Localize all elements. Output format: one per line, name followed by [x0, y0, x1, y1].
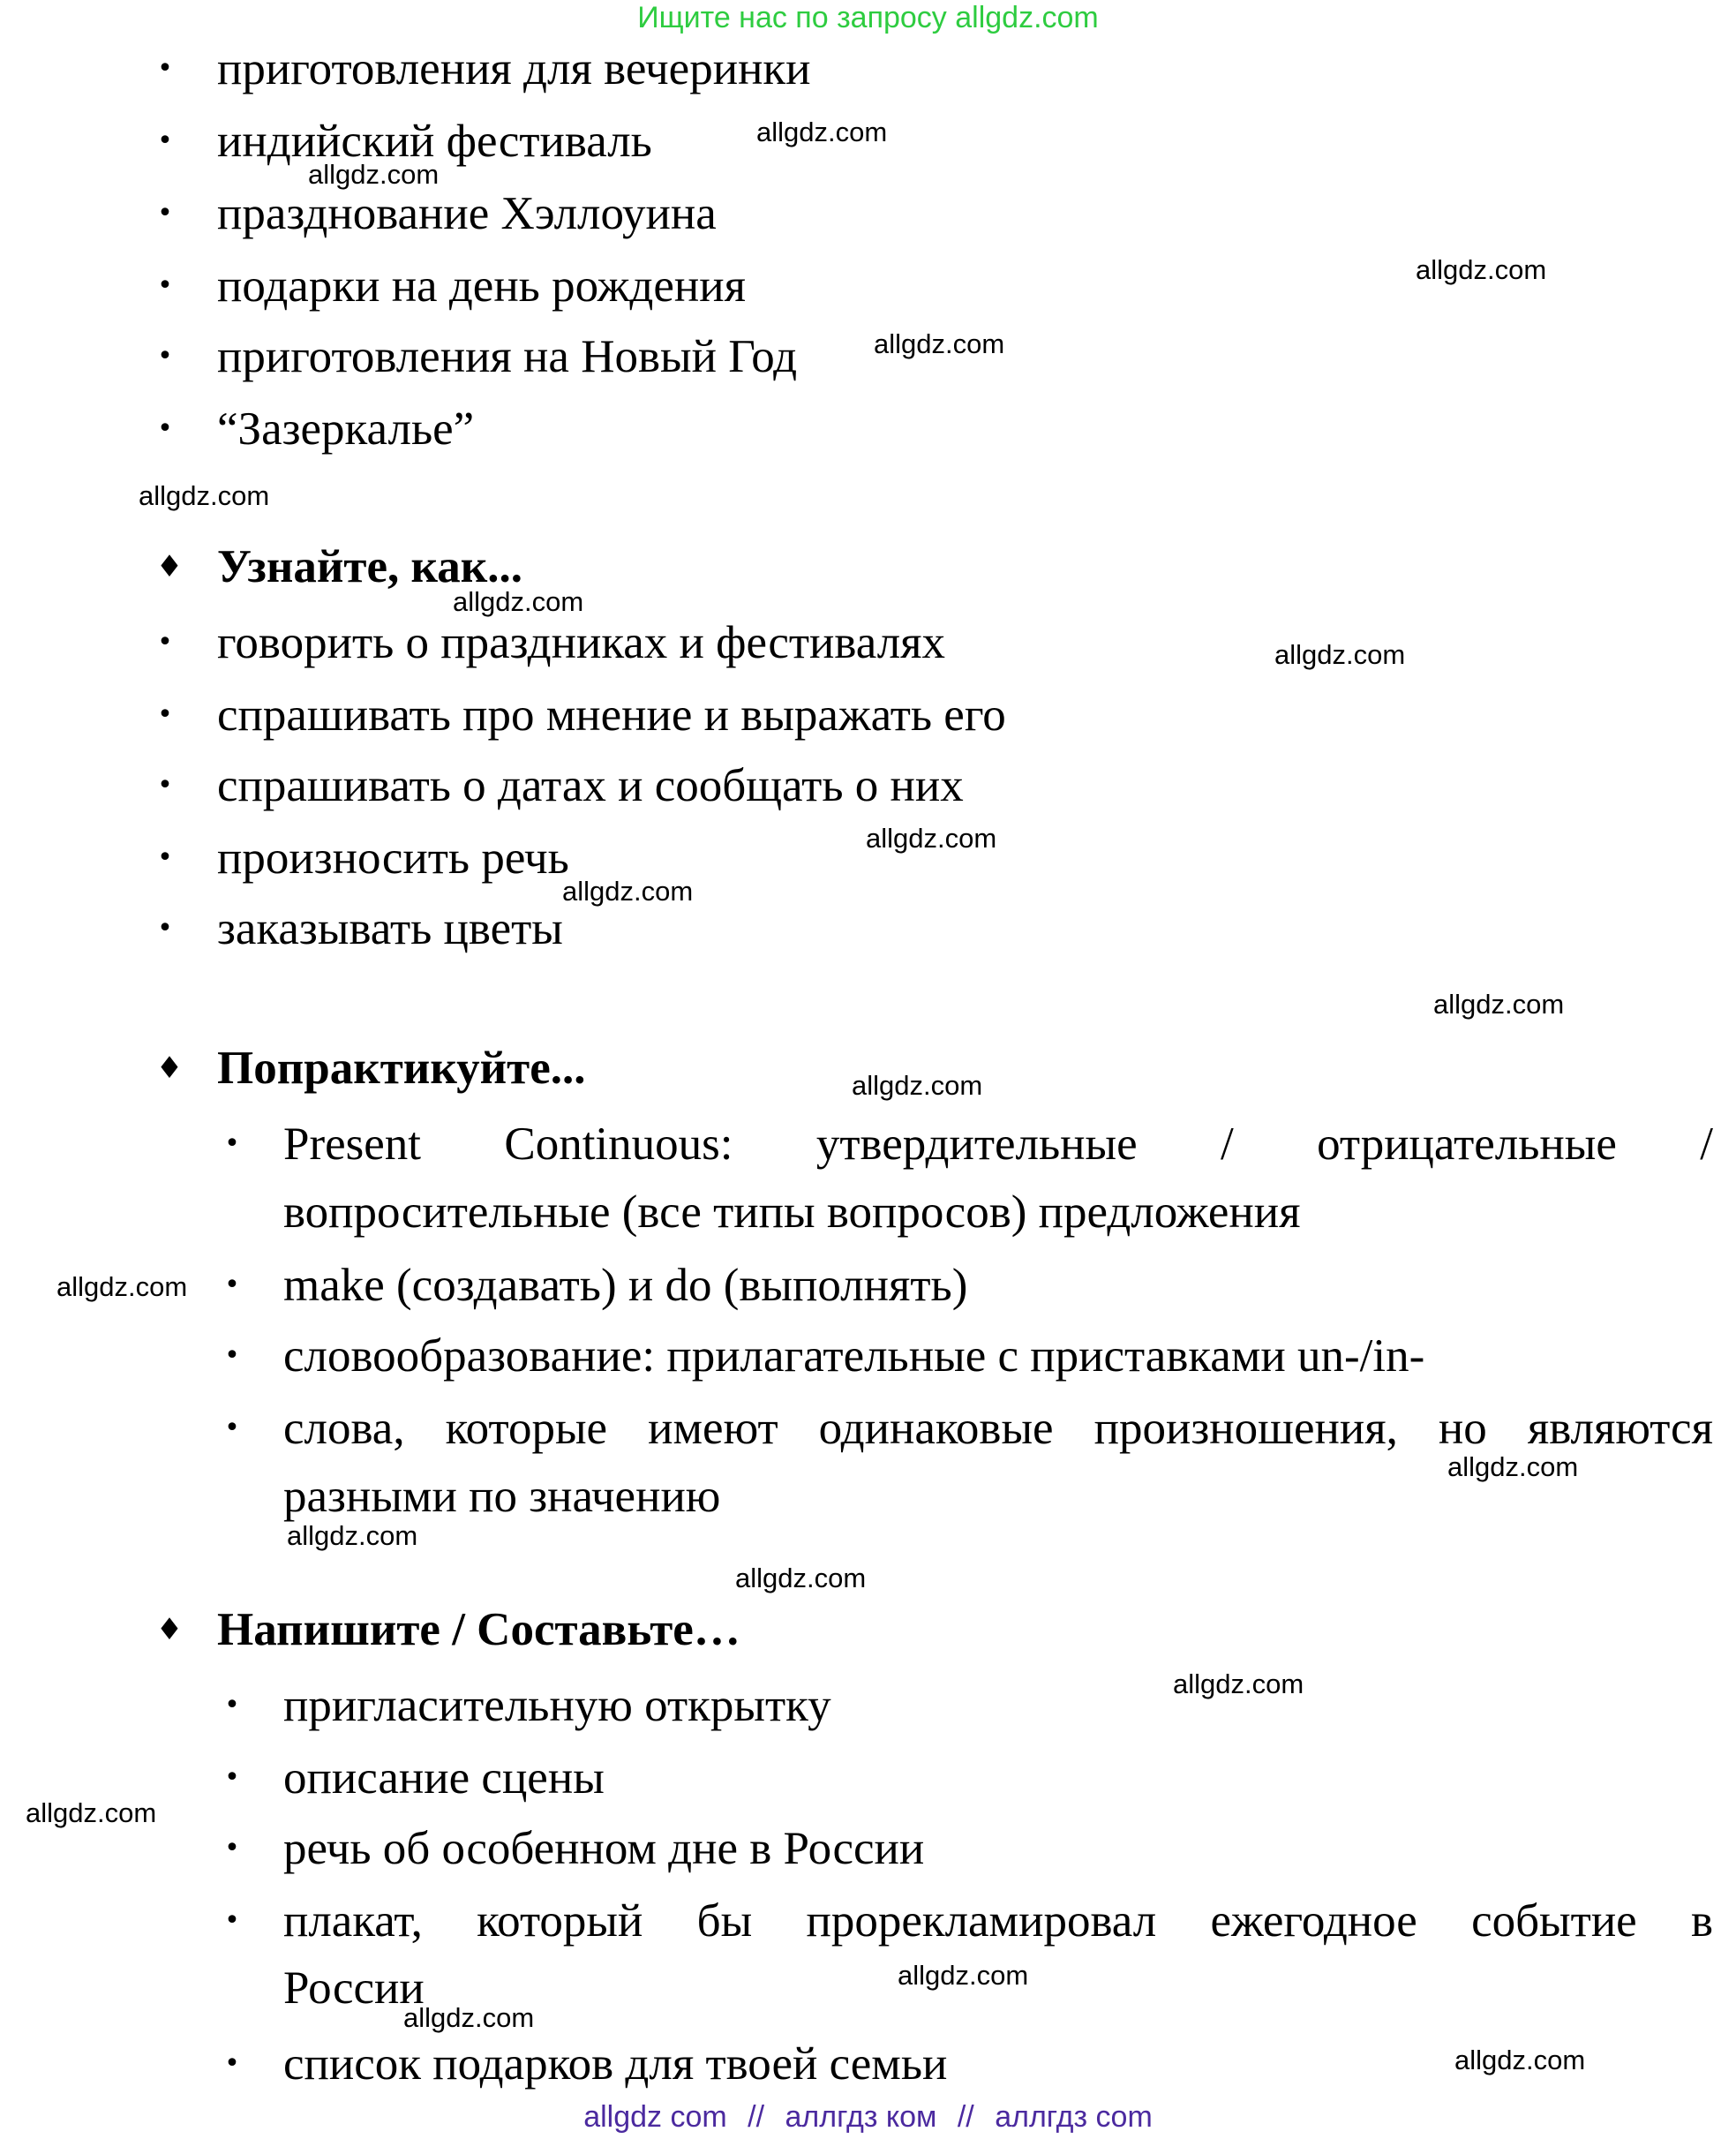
watermark-text: allgdz.com [1433, 989, 1565, 1020]
bullet-icon: • [224, 2048, 240, 2079]
word: являются [1527, 1403, 1713, 1454]
word: слова, [283, 1403, 405, 1454]
bullet-icon: • [157, 627, 173, 658]
footer-separator: // [748, 2100, 765, 2134]
learn-item: говорить о праздниках и фестивалях [217, 617, 946, 668]
write-item-speech: речь об особенном дне в России [283, 1823, 925, 1874]
write-item-poster [283, 1894, 1713, 1947]
bullet-icon: • [157, 770, 173, 801]
practice-item-homophones [283, 1402, 1713, 1455]
bullet-icon: • [157, 125, 173, 156]
practice-item-make-do: make (создавать) и do (выполнять) [283, 1260, 968, 1311]
search-banner: Ищите нас по запросу allgdz.com [637, 1, 1099, 34]
watermark-text: allgdz.com [1416, 254, 1547, 285]
watermark-text: allgdz.com [1173, 1668, 1304, 1699]
learn-item: произносить речь [217, 832, 569, 884]
watermark-text: allgdz.com [139, 480, 270, 511]
learn-heading: Узнайте, как... [217, 541, 523, 592]
diamond-icon: ♦ [155, 1612, 184, 1647]
word: бы [696, 1895, 753, 1947]
bullet-icon: • [224, 1833, 240, 1864]
bullet-icon: • [224, 1412, 240, 1443]
word: который [477, 1895, 643, 1947]
bullet-icon: • [224, 1762, 240, 1793]
watermark-text: allgdz.com [308, 159, 440, 190]
topic-party-preparations: приготовления для вечеринки [217, 43, 811, 94]
practice-item-continuation: вопросительные (все типы вопросов) предложения [283, 1186, 1301, 1238]
write-item-invitation: пригласительную открытку [283, 1680, 831, 1731]
bullet-icon: • [157, 198, 173, 229]
bullet-icon: • [224, 1340, 240, 1371]
diamond-icon: ♦ [155, 1051, 184, 1086]
word: / [1700, 1118, 1713, 1170]
practice-heading: Попрактикуйте... [217, 1043, 586, 1094]
practice-item-present-continuous [283, 1118, 1713, 1171]
word: в [1690, 1895, 1713, 1947]
watermark-text: allgdz.com [562, 876, 694, 907]
word: событие [1471, 1895, 1637, 1947]
footer-link[interactable]: аллгдз com [995, 2100, 1153, 2134]
bullet-icon: • [157, 842, 173, 873]
watermark-text: allgdz.com [756, 117, 888, 147]
topic-birthday-gifts: подарки на день рождения [217, 260, 746, 312]
watermark-text: allgdz.com [1454, 2045, 1586, 2075]
write-item-continuation: России [283, 1962, 425, 2014]
footer-link[interactable]: allgdz com [583, 2100, 727, 2134]
word: Present [283, 1118, 422, 1170]
watermark-text: allgdz.com [898, 1960, 1029, 1991]
write-heading: Напишите / Составьте… [217, 1604, 740, 1655]
word: отрицательные [1317, 1118, 1617, 1170]
bullet-icon: • [224, 1690, 240, 1721]
watermark-text: allgdz.com [866, 823, 997, 854]
bullet-icon: • [224, 1128, 240, 1159]
word: произношения, [1093, 1403, 1398, 1454]
learn-item: спрашивать о датах и сообщать о них [217, 760, 964, 811]
word: которые [445, 1403, 608, 1454]
word: имеют [648, 1403, 778, 1454]
word: утвердительные [815, 1118, 1138, 1170]
bullet-icon: • [157, 53, 173, 84]
watermark-text: allgdz.com [56, 1271, 188, 1302]
watermark-text: allgdz.com [453, 586, 584, 617]
watermark-text: allgdz.com [1447, 1451, 1579, 1482]
practice-item-word-formation: словообразование: прилагательные с приставками un-/in- [283, 1330, 1425, 1382]
watermark-text: allgdz.com [735, 1563, 867, 1593]
topic-indian-festival: индийский фестиваль [217, 116, 652, 167]
write-item-scene: описание сцены [283, 1752, 605, 1804]
watermark-text: allgdz.com [874, 328, 1005, 359]
word: одинаковые [818, 1403, 1054, 1454]
bullet-icon: • [157, 270, 173, 301]
watermark-text: allgdz.com [1274, 639, 1406, 670]
topic-looking-glass: “Зазеркалье” [217, 403, 475, 455]
watermark-text: allgdz.com [287, 1520, 418, 1551]
diamond-icon: ♦ [155, 549, 184, 584]
bullet-icon: • [157, 913, 173, 944]
topic-halloween: празднование Хэллоуина [217, 188, 717, 239]
bullet-icon: • [157, 341, 173, 372]
word: плакат, [283, 1895, 423, 1947]
watermark-text: allgdz.com [403, 2002, 535, 2033]
bullet-icon: • [224, 1905, 240, 1936]
word: ежегодное [1210, 1895, 1417, 1947]
footer-banner [0, 2099, 1736, 2135]
practice-item-continuation: разными по значению [283, 1471, 721, 1522]
word: но [1438, 1403, 1487, 1454]
topic-new-year: приготовления на Новый Год [217, 331, 798, 382]
footer-separator: // [957, 2100, 974, 2134]
word: прорекламировал [806, 1895, 1157, 1947]
word: / [1221, 1118, 1234, 1170]
watermark-text: allgdz.com [852, 1070, 983, 1101]
bullet-icon: • [224, 1269, 240, 1300]
learn-item: спрашивать про мнение и выражать его [217, 689, 1006, 741]
learn-item: заказывать цветы [217, 903, 563, 954]
word: Continuous: [504, 1118, 733, 1170]
bullet-icon: • [157, 699, 173, 730]
write-item-gift-list: список подарков для твоей семьи [283, 2038, 948, 2090]
footer-link[interactable]: аллгдз ком [785, 2100, 937, 2134]
watermark-text: allgdz.com [26, 1797, 157, 1828]
bullet-icon: • [157, 413, 173, 444]
